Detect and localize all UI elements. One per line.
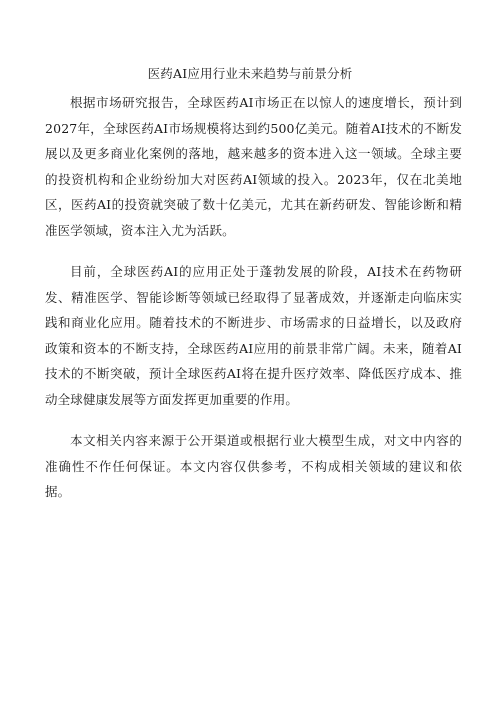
paragraph-market-growth: 根据市场研究报告，全球医药AI市场正在以惊人的速度增长，预计到2027年，全球医药AI市场规模将达到约500亿美元。随着AI技术的不断发展以及更多商业化案例的落地，越来越多的资本进入这一领域。全球主要的投资机构和企业纷纷加大对医药AI领域的投入。2023年，仅在北美地区，医药AI的投资就突破了数十亿美元，尤其在新药研发、智能诊断和精准医学领域，资本注入尤为活跃。 bbox=[45, 95, 462, 238]
paragraph-disclaimer: 本文相关内容来源于公开渠道或根据行业大模型生成，对文中内容的准确性不作任何保证。本文内容仅供参考，不构成相关领域的建议和依据。 bbox=[45, 433, 462, 499]
paragraph-current-status: 目前，全球医药AI的应用正处于蓬勃发展的阶段，AI技术在药物研发、精准医学、智能诊断等领域已经取得了显著成效，并逐渐走向临床实践和商业化应用。随着技术的不断进步、市场需求的日益增长，以及政府政策和资本的不断支持，全球医药AI应用的前景非常广阔。未来，随着AI技术的不断突破，预计全球医药AI将在提升医疗效率、降低医疗成本、推动全球健康发展等方面发挥更加重要的作用。 bbox=[45, 264, 462, 407]
document-title: 医药AI应用行业未来趋势与前景分析 bbox=[147, 66, 353, 81]
document-body bbox=[45, 90, 462, 521]
